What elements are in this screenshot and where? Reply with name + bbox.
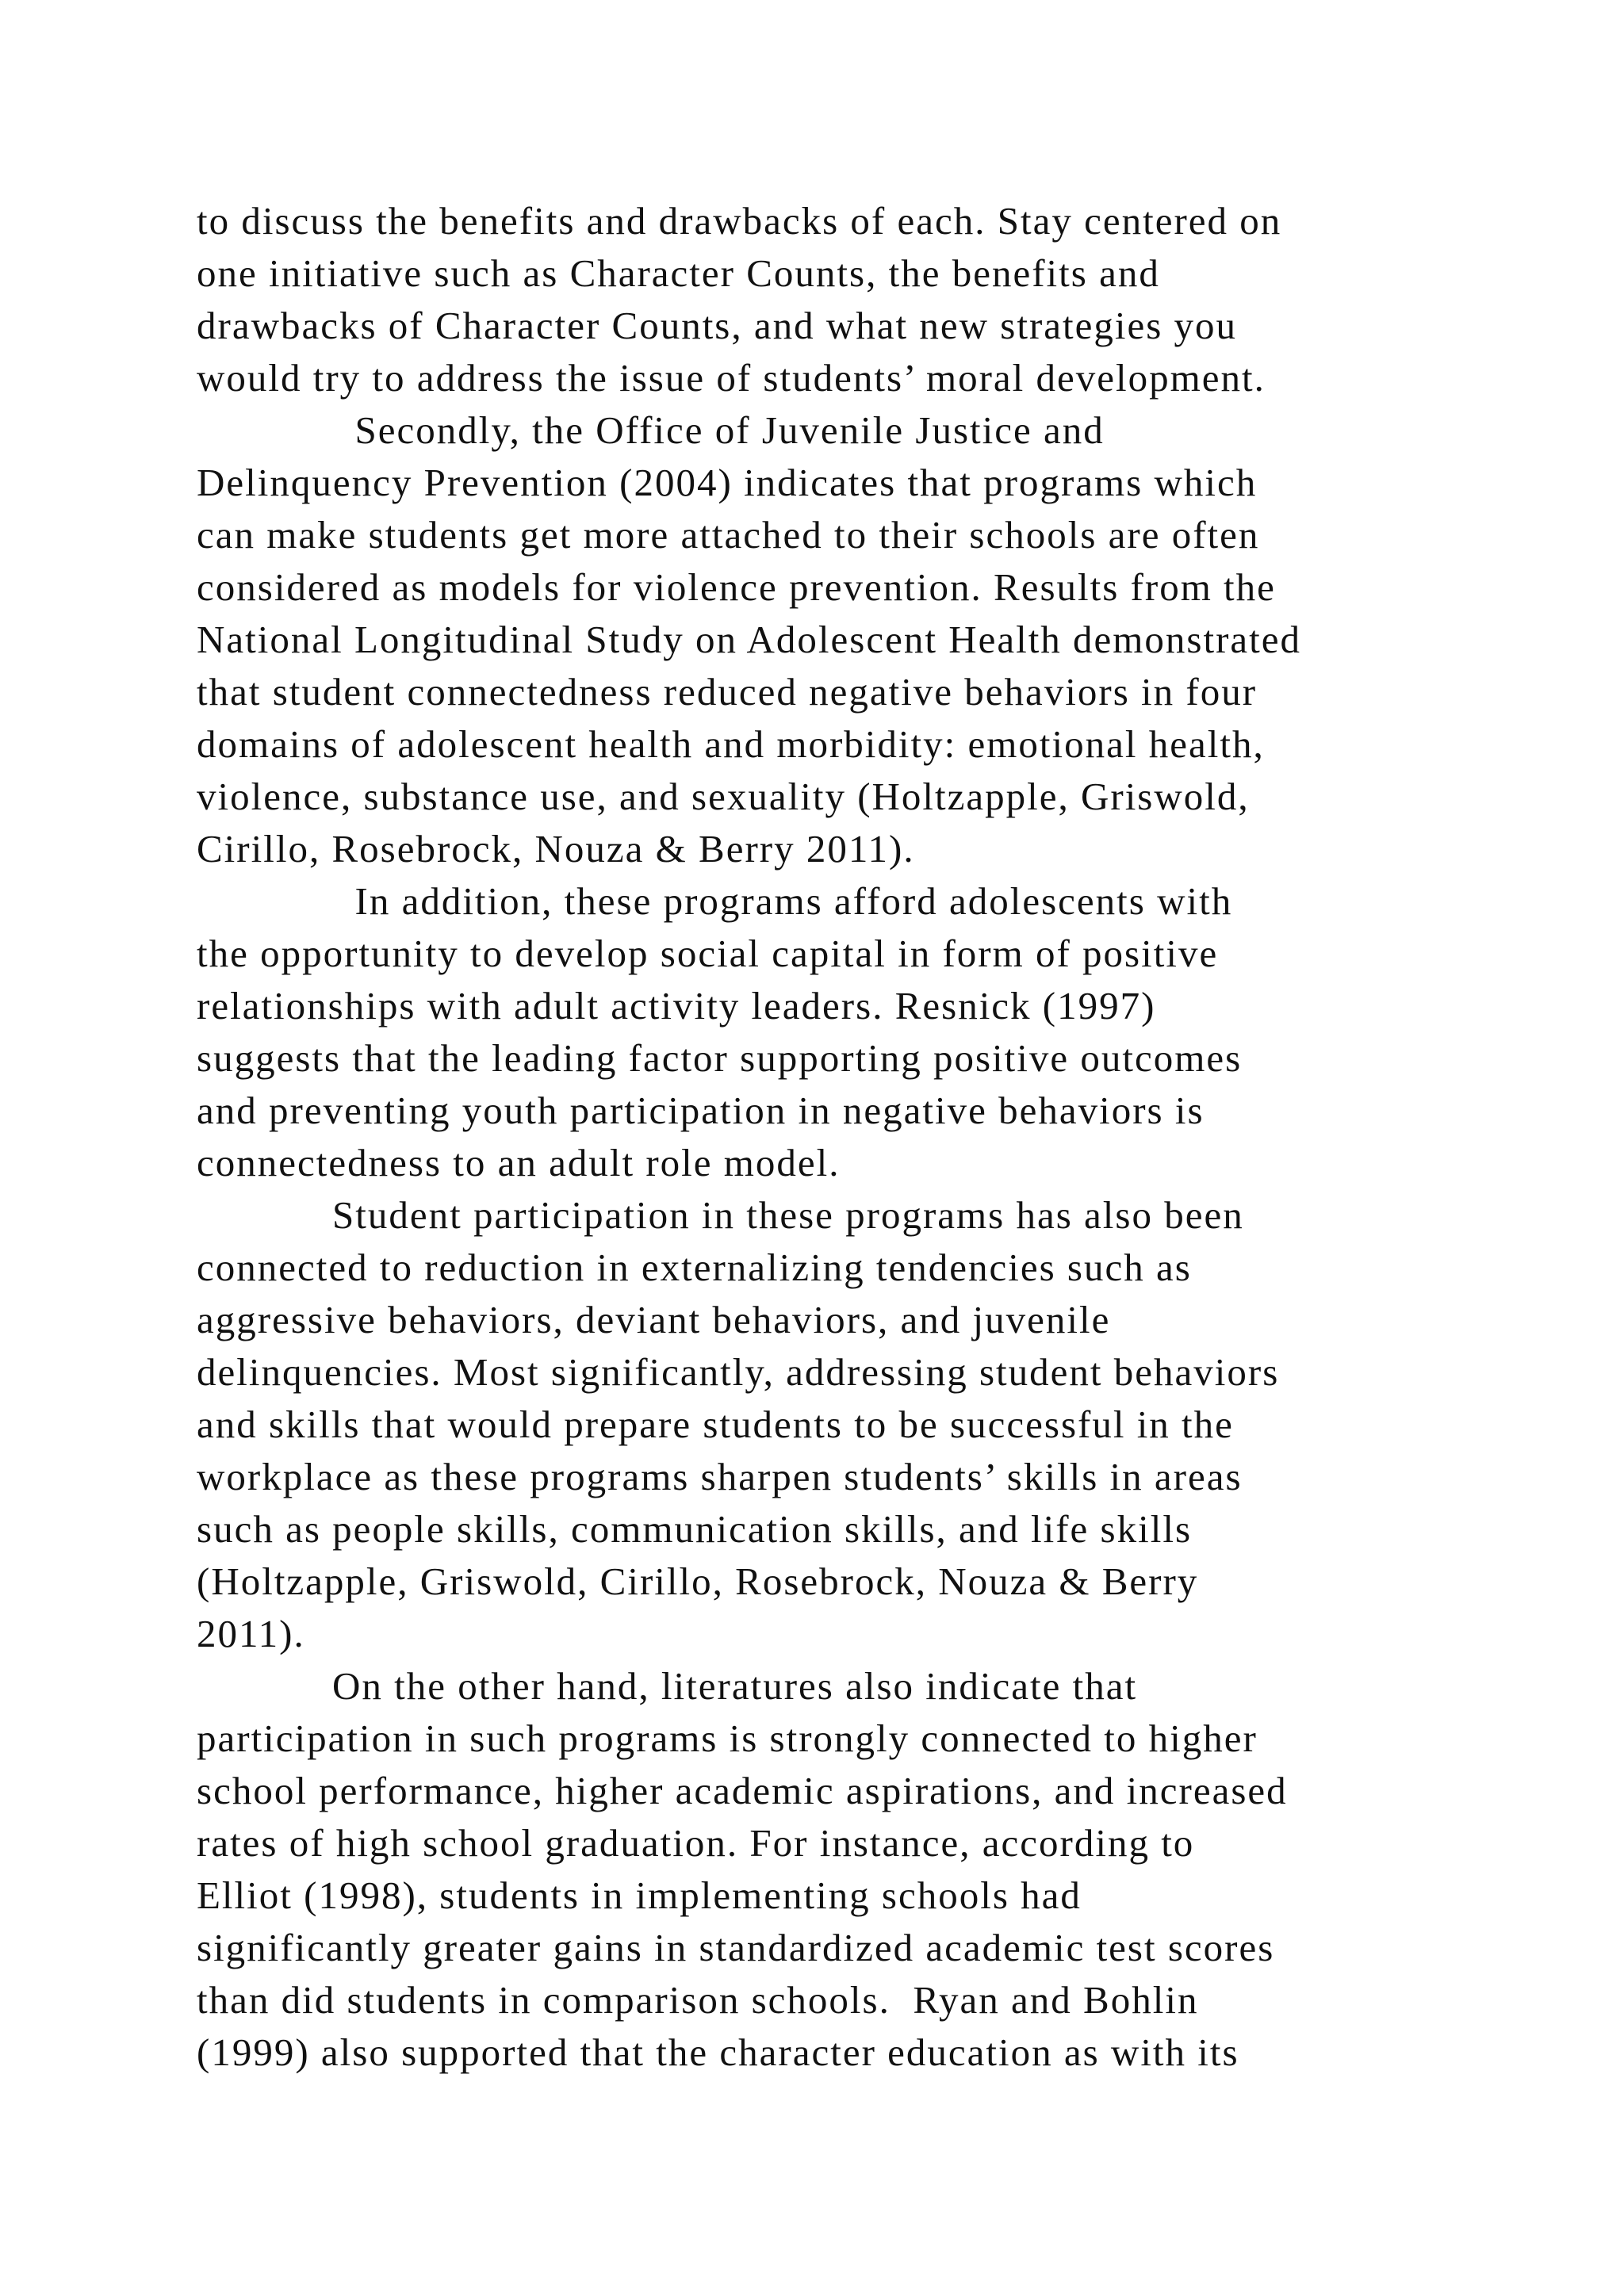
text-line: aggressive behaviors, deviant behaviors, and juvenile [197,1298,1111,1341]
text-line: Elliot (1998), students in implementing schools had [197,1873,1082,1917]
text-line: drawbacks of Character Counts, and what new strategies you [197,304,1238,347]
text-line: In addition, these programs afford adolescents with [197,879,1233,923]
text-line: such as people skills, communication skills, and life skills [197,1507,1193,1551]
text-line: violence, substance use, and sexuality (Holtzapple, Griswold, [197,775,1250,818]
text-line: (1999) also supported that the character education as with its [197,2030,1239,2074]
text-line: suggests that the leading factor supporting positive outcomes [197,1036,1243,1080]
text-line: Secondly, the Office of Juvenile Justice and [197,408,1105,452]
text-line: and skills that would prepare students to be successful in the [197,1402,1234,1446]
text-line: domains of adolescent health and morbidity: emotional health, [197,722,1265,766]
text-line: Cirillo, Rosebrock, Nouza & Berry 2011). [197,827,915,871]
text-line: relationships with adult activity leaders. Resnick (1997) [197,984,1156,1027]
text-line: to discuss the benefits and drawbacks of each. Stay centered on [197,199,1282,243]
text-line: delinquencies. Most significantly, addressing student behaviors [197,1350,1280,1394]
text-line: workplace as these programs sharpen students’ skills in areas [197,1455,1243,1498]
text-line: Student participation in these programs has also been [197,1193,1244,1237]
text-line: Delinquency Prevention (2004) indicates that programs which [197,461,1258,504]
text-line: can make students get more attached to their schools are often [197,513,1260,557]
text-line: one initiative such as Character Counts, the benefits and [197,251,1160,295]
text-line: participation in such programs is strongly connected to higher [197,1716,1258,1760]
text-line: school performance, higher academic aspirations, and increased [197,1769,1288,1812]
text-line: On the other hand, literatures also indicate that [197,1664,1138,1708]
text-line: than did students in comparison schools. Ryan and Bohlin [197,1978,1199,2022]
text-line: connected to reduction in externalizing tendencies such as [197,1246,1192,1289]
text-line: (Holtzapple, Griswold, Cirillo, Rosebrock, Nouza & Berry [197,1559,1199,1603]
text-line: rates of high school graduation. For instance, according to [197,1821,1195,1865]
text-line: considered as models for violence prevention. Results from the [197,565,1276,609]
body-text [197,195,1481,2079]
text-line: and preventing youth participation in negative behaviors is [197,1089,1205,1132]
text-line: that student connectedness reduced negative behaviors in four [197,670,1258,714]
text-line: significantly greater gains in standardized academic test scores [197,1926,1275,1969]
text-line: would try to address the issue of students’ moral development. [197,356,1266,400]
text-line: 2011). [197,1612,305,1655]
text-line: National Longitudinal Study on Adolescent Health demonstrated [197,618,1302,661]
text-line: the opportunity to develop social capital in form of positive [197,932,1219,975]
text-line: connectedness to an adult role model. [197,1141,841,1184]
